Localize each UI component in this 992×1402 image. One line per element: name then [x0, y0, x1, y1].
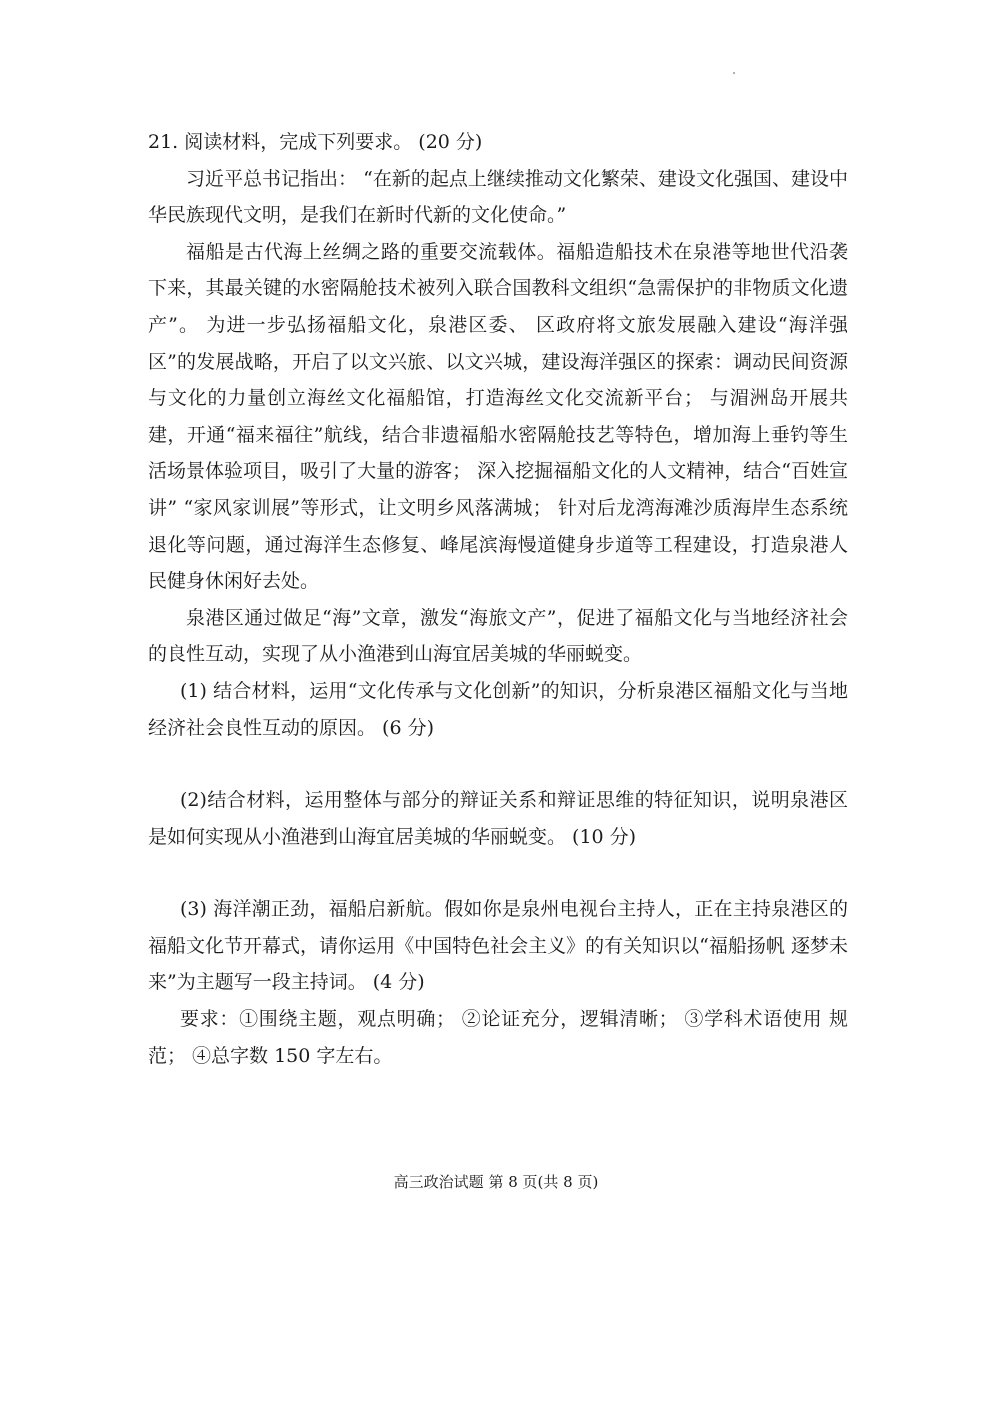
answer-space-1	[148, 746, 848, 782]
question-title: 21. 阅读材料，完成下列要求。 (20 分)	[148, 131, 483, 153]
sub-question-2: (2)结合材料，运用整体与部分的辩证关系和辩证思维的特征知识，说明泉港区是如何实现从小渔港到山海宜居美城的华丽蜕变。 (10 分)	[148, 789, 848, 848]
page-footer: 高三政治试题 第 8 页(共 8 页)	[393, 1173, 599, 1191]
material-paragraph-quote: 习近平总书记指出： “在新的起点上继续推动文化繁荣、建设文化强国、建设中华民族现代文明，是我们在新时代新的文化使命。”	[148, 167, 848, 227]
material-paragraph-summary: 泉港区通过做足“海”文章，激发“海旅文产”，促进了福船文化与当地经济社会的良性互动，实现了从小渔港到山海宜居美城的华丽蜕变。	[148, 606, 848, 666]
material-paragraph-fuchuan: 福船是古代海上丝绸之路的重要交流载体。福船造船技术在泉港等地世代沿袭下来，其最关键的水密隔舱技术被列入联合国教科文组织“急需保护的非物质文化遗产”。 为进一步弘扬福船文化，泉港区委、 区政府将文旅发展融入建设“海洋强区”的发展战略，开启了以文兴旅、以文兴城，建设海洋强区的探索：调动民间资源与文化的力量创立海丝文化福船馆，打造海丝文化交流新平台； 与湄洲岛开展共建，开通“福来福往”航线，结合非遗福船水密隔舱技艺等特色，增加海上垂钓等生活场景体验项目，吸引了大量的游客； 深入挖掘福船文化的人文精神，结合“百姓宣讲” “家风家训展”等形式，让文明乡风落满城； 针对后龙湾海滩沙质海岸生态系统退化等问题，通过海洋生态修复、峰尾滨海慢道健身步道等工程建设，打造泉港人民健身休闲好去处。	[148, 240, 848, 593]
question-21	[148, 124, 848, 1074]
answer-space-2	[148, 855, 848, 891]
scan-speck	[733, 72, 735, 74]
sub-question-3: (3) 海洋潮正劲，福船启新航。假如你是泉州电视台主持人，正在主持泉港区的福船文化节开幕式，请你运用《中国特色社会主义》的有关知识以“福船扬帆 逐梦未来”为主题写一段主持词。 (4 分)	[148, 898, 848, 994]
sub-question-1: (1) 结合材料，运用“文化传承与文化创新”的知识，分析泉港区福船文化与当地经济社会良性互动的原因。 (6 分)	[148, 679, 848, 739]
requirements: 要求：①围绕主题，观点明确； ②论证充分，逻辑清晰； ③学科术语使用 规范； ④总字数 150 字左右。	[148, 1008, 848, 1067]
